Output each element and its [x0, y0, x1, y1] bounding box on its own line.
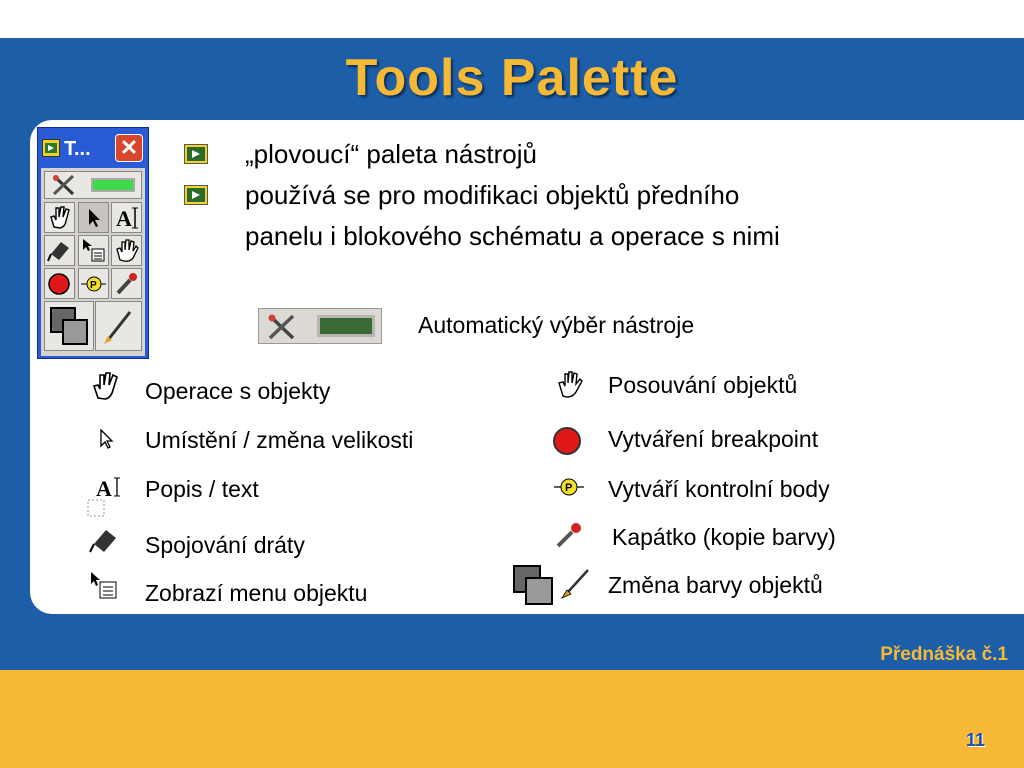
palette-operate-tool[interactable]: [44, 202, 75, 233]
operate-hand-icon: [45, 203, 74, 232]
shortcut-menu-icon: [88, 570, 120, 600]
breakpoint-icon: [550, 424, 584, 458]
auto-select-label: Automatický výběr nástroje: [418, 312, 695, 338]
slide-title: Tools Palette: [345, 49, 679, 107]
tool-label-breakpoint: Vytváření breakpoint: [608, 426, 819, 452]
color-brush-icon: [96, 302, 141, 350]
bullet-text-2: používá se pro modifikaci objektů předního: [245, 180, 740, 210]
tool-label-brush: Změna barvy objektů: [608, 572, 823, 598]
shortcut-menu-icon: [79, 236, 108, 265]
probe-icon: [552, 476, 586, 498]
svg-text:A: A: [116, 206, 132, 231]
probe-icon: [79, 269, 108, 298]
palette-text-tool[interactable]: [111, 202, 142, 233]
auto-tool-toggle[interactable]: [44, 171, 142, 199]
color-brush-icon: [512, 562, 592, 608]
palette-color-squares[interactable]: [44, 301, 94, 351]
auto-tool-led: [317, 315, 375, 337]
auto-tool-icon: [267, 313, 297, 341]
bullet-text-1: „plovoucí“ paleta nástrojů: [245, 139, 537, 169]
tool-label-text: Popis / text: [145, 476, 259, 502]
tool-label-probe: Vytváří kontrolní body: [608, 476, 830, 502]
tool-label-operate: Operace s objekty: [145, 378, 331, 404]
svg-text:P: P: [565, 482, 573, 494]
bullet-icon: [184, 144, 208, 164]
palette-breakpoint-tool[interactable]: [44, 268, 75, 299]
color-dropper-icon: [112, 269, 141, 298]
palette-position-tool[interactable]: [78, 202, 109, 233]
wiring-spool-icon: [88, 526, 122, 554]
position-arrow-icon: [98, 428, 118, 450]
palette-close-button[interactable]: ✕: [115, 134, 143, 162]
svg-text:A: A: [96, 476, 112, 501]
auto-tool-led: [91, 178, 135, 192]
palette-brush-tool[interactable]: [95, 301, 142, 351]
position-arrow-icon: [79, 203, 108, 232]
palette-body: [41, 168, 145, 356]
footer-band: [0, 670, 1024, 768]
tool-label-position: Umístění / změna velikosti: [145, 427, 414, 453]
auto-tool-icon: [51, 173, 77, 197]
tool-label-scroll: Posouvání objektů: [608, 372, 798, 398]
bullet-text-3: panelu i blokového schématu a operace s nimi: [245, 221, 780, 251]
wiring-spool-icon: [45, 236, 74, 265]
labview-icon: [42, 139, 60, 157]
text-tool-icon: [84, 474, 124, 520]
palette-title: T...: [64, 138, 91, 160]
footer-lecture: Přednáška č.1: [880, 644, 1008, 665]
palette-wiring-tool[interactable]: [44, 235, 75, 266]
palette-menu-tool[interactable]: [78, 235, 109, 266]
operate-hand-icon: [88, 370, 124, 402]
breakpoint-icon: [45, 269, 74, 298]
color-squares-icon: [45, 302, 93, 350]
bullet-icon: [184, 185, 208, 205]
tools-palette-window[interactable]: [37, 127, 149, 359]
scroll-hand-icon: [112, 236, 141, 265]
tool-label-menu: Zobrazí menu objektu: [145, 580, 368, 606]
palette-probe-tool[interactable]: [78, 268, 109, 299]
page-number: 11: [966, 730, 986, 750]
tool-label-wiring: Spojování dráty: [145, 532, 305, 558]
palette-scroll-tool[interactable]: [111, 235, 142, 266]
auto-select-tool[interactable]: [258, 308, 382, 344]
color-dropper-icon: [554, 520, 584, 550]
text-tool-icon: [112, 203, 141, 232]
scroll-hand-icon: [554, 368, 586, 400]
tool-label-dropper: Kapátko (kopie barvy): [612, 524, 836, 550]
svg-text:P: P: [90, 280, 97, 291]
palette-dropper-tool[interactable]: [111, 268, 142, 299]
